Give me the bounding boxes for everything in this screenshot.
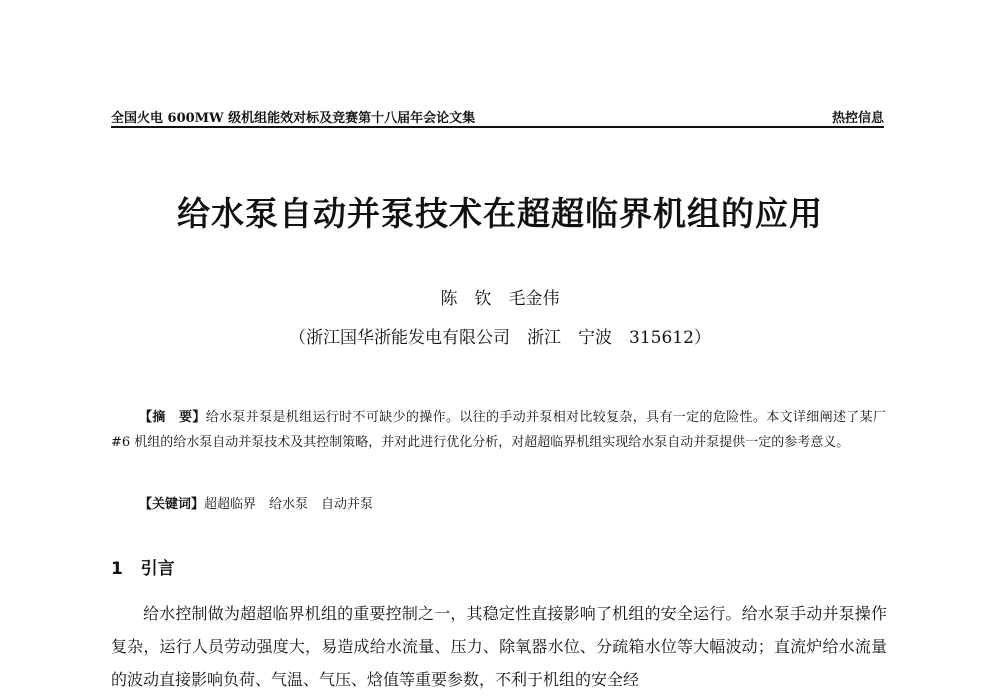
keywords-text: 超超临界 给水泵 自动并泵 (204, 497, 374, 512)
author-affiliation: （浙江国华浙能发电有限公司 浙江 宁波 315612） (289, 328, 711, 348)
paper-title: 给水泵自动并泵技术在超超临界机组的应用 (177, 194, 823, 233)
section-title: 引言 (140, 559, 175, 579)
body-paragraph: 给水控制做为超超临界机组的重要控制之一，其稳定性直接影响了机组的安全运行。给水泵手动并泵操作复杂，运行人员劳动强度大，易造成给水流量、压力、除氧器水位、分疏箱水位等大幅波动；直流炉给水流量的波动直接影响负荷、气温、气压、焓值等重要参数，不利于机组的安全经 (111, 604, 887, 689)
section-number: 1 (111, 559, 123, 579)
paper-authors: 陈 钦 毛金伟 (440, 289, 560, 309)
section-heading (111, 554, 175, 579)
abstract-text: 给水泵并泵是机组运行时不可缺少的操作。以往的手动并泵相对比较复杂，具有一定的危险性。本文详细阐述了某厂#6 机组的给水泵自动并泵技术及其控制策略，并对此进行优化分析，对超超临界机组实现给水泵自动并泵提供一定的参考意义。 (111, 410, 886, 450)
abstract-label: 【摘 要】 (139, 410, 206, 425)
header-section-label: 热控信息 (831, 111, 884, 126)
running-header (111, 106, 884, 128)
abstract (111, 405, 886, 455)
keywords (139, 493, 373, 512)
keywords-label: 【关键词】 (139, 497, 205, 512)
header-proceedings-title: 全国火电 600MW 级机组能效对标及竞赛第十八届年会论文集 (111, 111, 476, 126)
